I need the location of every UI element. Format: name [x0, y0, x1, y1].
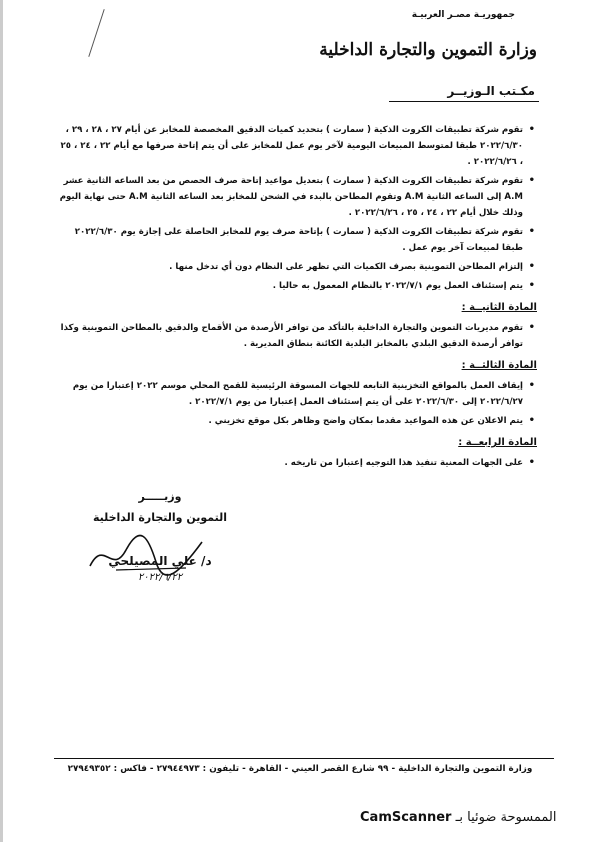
- article-2-title: المادة الثانيــة :: [461, 302, 537, 313]
- list-item: • تقوم مديريات التموين والتجارة الداخلية بالتأكد من توافر الأرصدة من الأقماح والدقيق بالمطاحن التموينية وكذا توافر أرصدة الدقيق البلدي بالمخابز البلدية الكائنة بنطاق المديرية .: [60, 322, 535, 349]
- ministry-heading: وزارة التموين والتجارة الداخلية: [319, 40, 537, 60]
- signature-ministry: التموين والتجارة الداخلية: [92, 511, 228, 524]
- bullet-icon: •: [528, 322, 535, 333]
- list-item: • إلتزام المطاحن التموينية بصرف الكميات التي تظهر على النظام دون أي تدخل منها .: [57, 259, 537, 275]
- signature-name: د/ علي المصيلحي: [108, 554, 212, 568]
- bullet-icon: •: [528, 415, 535, 426]
- list-item: • يتم إستئناف العمل يوم ٢٠٢٢/٧/١ بالنظام المعمول به حاليا .: [57, 278, 537, 294]
- article-2-bullets: [57, 320, 537, 352]
- list-item: • تقوم شركة تطبيقات الكروت الذكية ( سمارت ) بإتاحة صرف يوم للمخابز الحاصلة على إجازة يوم ٢٠٢٢/٦/٣٠ طبقا لمبيعات آخر يوم عمل .: [74, 226, 535, 253]
- fold-mark: [88, 9, 104, 57]
- bullet-icon: •: [528, 226, 535, 237]
- footer-divider: [54, 758, 554, 759]
- signature-title: وزيـــــر: [138, 490, 182, 503]
- country-heading: جمهوريـة مصـر العربيـة: [411, 10, 515, 20]
- bullet-icon: •: [528, 261, 535, 272]
- list-item: • على الجهات المعنية تنفيذ هذا التوجيه إعتبارا من تاريخه .: [57, 455, 537, 471]
- page-edge-shadow: [0, 0, 3, 842]
- list-item: • تقوم شركة تطبيقات الكروت الذكية ( سمارت ) بتعديل مواعيد إتاحة صرف الحصص من بعد الساعه الثانية عشر A.M إلى الساعه الثانية A.M وتقوم المطاحن بالبدء في الشحن للمخابز بعد الساعه الثانية A.M حتى نهاية اليوم وذلك خلال أيام ٢٢ ، ٢٤ ، ٢٥ ، ٢٠٢٢/٦/٢٦ .: [59, 175, 535, 218]
- handwritten-signature: [86, 532, 206, 578]
- first-article-bullets: [57, 122, 537, 294]
- article-3-title: المادة الثالثــة :: [461, 360, 537, 371]
- decree-body: [57, 122, 537, 474]
- signature-date: ٢٠٢٢/٦/٢٢: [137, 572, 183, 583]
- article-4-bullets: [57, 455, 537, 471]
- camscanner-brand: CamScanner: [360, 810, 452, 825]
- header-underline: [389, 101, 539, 102]
- bullet-icon: •: [528, 380, 535, 391]
- article-4-title: المادة الرابعــة :: [458, 437, 537, 448]
- camscanner-watermark: [360, 810, 556, 825]
- list-item: • إيقاف العمل بالمواقع التخزينية التابعه للجهات المسوقة الرئيسية للقمح المحلي موسم ٢٠٢٢ إعتبارا من يوم ٢٠٢٢/٦/٢٧ إلى ٢٠٢٢/٦/٣٠ على أن يتم إستئناف العمل إعتبارا من يوم ٢٠٢٢/٧/١ .: [72, 380, 535, 407]
- bullet-icon: •: [528, 124, 535, 135]
- list-item: • تقوم شركة تطبيقات الكروت الذكية ( سمارت ) بتحديد كميات الدقيق المخصصة للمخابز عن أيام ٢٧ ، ٢٨ ، ٢٩ ، ٢٠٢٢/٦/٣٠ طبقا لمتوسط المبيعات اليومية لآخر يوم عمل للمخابز على أن يتم إتاحة صرفها مع أيام ٢٢ ، ٢٤ ، ٢٥ ، ٢٠٢٢/٦/٢٦ .: [60, 124, 535, 167]
- office-heading: مكـتب الـوزيــر: [447, 84, 535, 98]
- article-3-bullets: [57, 378, 537, 429]
- bullet-icon: •: [528, 280, 535, 291]
- camscanner-prefix: الممسوحة ضوئيا بـ: [455, 810, 557, 825]
- bullet-icon: •: [528, 457, 535, 468]
- footer-address: وزارة التموين والتجارة الداخلية - ٩٩ شارع القصر العيني - القاهرة - تليفون : ٢٧٩٤٤٩٧٣ - فاكس : ٢٧٩٤٩٣٥٢: [67, 764, 533, 774]
- list-item: • يتم الاعلان عن هذه المواعيد مقدما بمكان واضح وظاهر بكل موقع تخزيني .: [57, 413, 537, 429]
- bullet-icon: •: [528, 175, 535, 186]
